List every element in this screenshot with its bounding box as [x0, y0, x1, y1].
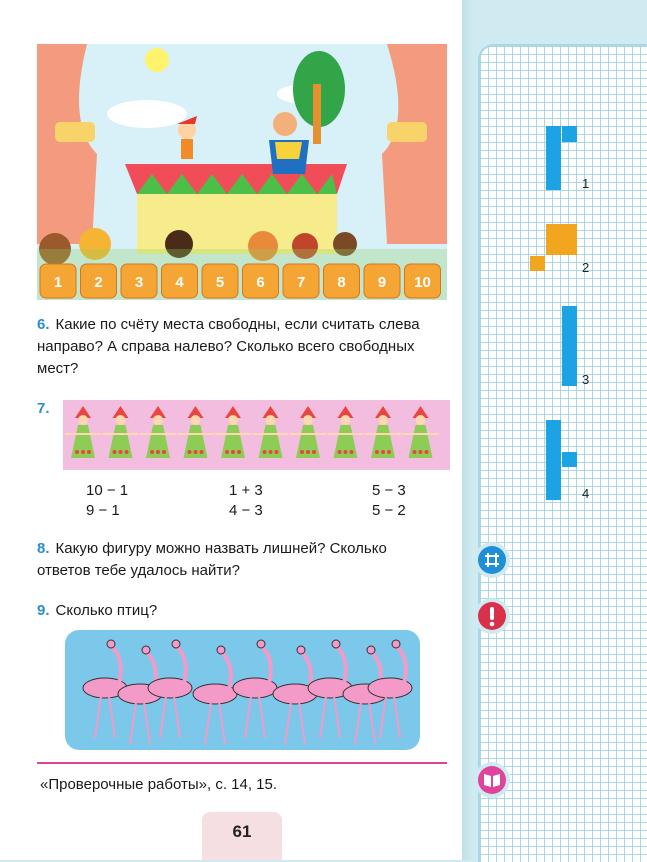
- expression: 10 − 1: [86, 482, 129, 499]
- task-6: [37, 314, 447, 380]
- matryoshka-doll: [403, 406, 439, 458]
- seat-number: 6: [256, 274, 265, 291]
- matryoshka-dolls-strip: [63, 400, 450, 470]
- page-number: 61: [202, 812, 282, 860]
- task-6-number: 6.: [37, 316, 50, 333]
- seat-number: 10: [414, 274, 431, 291]
- figure-2-cells: [530, 256, 545, 271]
- figure-4-cells: [546, 420, 561, 500]
- task-9-text: Сколько птиц?: [55, 602, 158, 619]
- seat-number: 5: [215, 274, 225, 291]
- divider-line: [37, 762, 447, 764]
- matryoshka-doll: [215, 406, 251, 458]
- matryoshka-doll: [365, 406, 401, 458]
- task-6-text: Какие по счёту места свободны, если считать слева направо? А справа налево? Сколько всего свободных мест?: [37, 316, 420, 377]
- expression-column-1: [86, 481, 128, 521]
- exclamation-icon[interactable]: [472, 596, 512, 636]
- seat-number: 2: [94, 274, 103, 291]
- figure-label-4: 4: [582, 486, 590, 501]
- task-9: [37, 600, 447, 622]
- expression-column-2: [229, 481, 263, 521]
- figure-label-1: 1: [582, 176, 590, 191]
- expression: 4 − 3: [229, 502, 263, 519]
- expression: 5 − 2: [372, 502, 406, 519]
- matryoshka-doll: [65, 406, 101, 458]
- sun-icon: [145, 48, 169, 72]
- task-8-number: 8.: [37, 540, 50, 557]
- figure-label-2: 2: [582, 260, 590, 275]
- task-7-number: 7.: [37, 400, 50, 417]
- matryoshka-doll: [140, 406, 176, 458]
- task-8-text: Какую фигуру можно назвать лишней? Сколько ответов тебе удалось найти?: [37, 540, 387, 579]
- task-8: [37, 538, 427, 582]
- book-icon[interactable]: [472, 760, 512, 800]
- seat-number: 7: [296, 274, 306, 291]
- figure-1-cells: [562, 126, 577, 142]
- flamingos-illustration: [65, 630, 420, 750]
- figure-label-3: 3: [582, 372, 590, 387]
- workbook-reference: «Проверочные работы», с. 14, 15.: [40, 776, 278, 793]
- matryoshka-doll: [328, 406, 364, 458]
- expression: 1 + 3: [229, 482, 263, 499]
- figure-4-cells: [562, 452, 577, 467]
- matryoshka-doll: [253, 406, 289, 458]
- seat-number: 4: [175, 274, 184, 291]
- theatre-illustration: [37, 44, 447, 300]
- grid-paper-panel: [478, 44, 647, 862]
- matryoshka-doll: [178, 406, 214, 458]
- expression: 9 − 1: [86, 502, 120, 519]
- figure-1-cells: [546, 126, 561, 190]
- expression: 5 − 3: [372, 482, 406, 499]
- figure-3-cells: [562, 306, 577, 386]
- seat-number: 9: [377, 274, 387, 291]
- figure-2-cells: [546, 224, 577, 255]
- matryoshka-doll: [103, 406, 139, 458]
- matryoshka-doll: [290, 406, 326, 458]
- seat-number: 1: [53, 274, 63, 291]
- seat-number: 8: [337, 274, 346, 291]
- grid-icon[interactable]: [472, 540, 512, 580]
- seat-number: 3: [134, 274, 144, 291]
- expression-column-3: [372, 481, 406, 521]
- task-7-number-wrap: [37, 398, 61, 420]
- task-9-number: 9.: [37, 602, 50, 619]
- page-spine-shadow: [462, 0, 472, 860]
